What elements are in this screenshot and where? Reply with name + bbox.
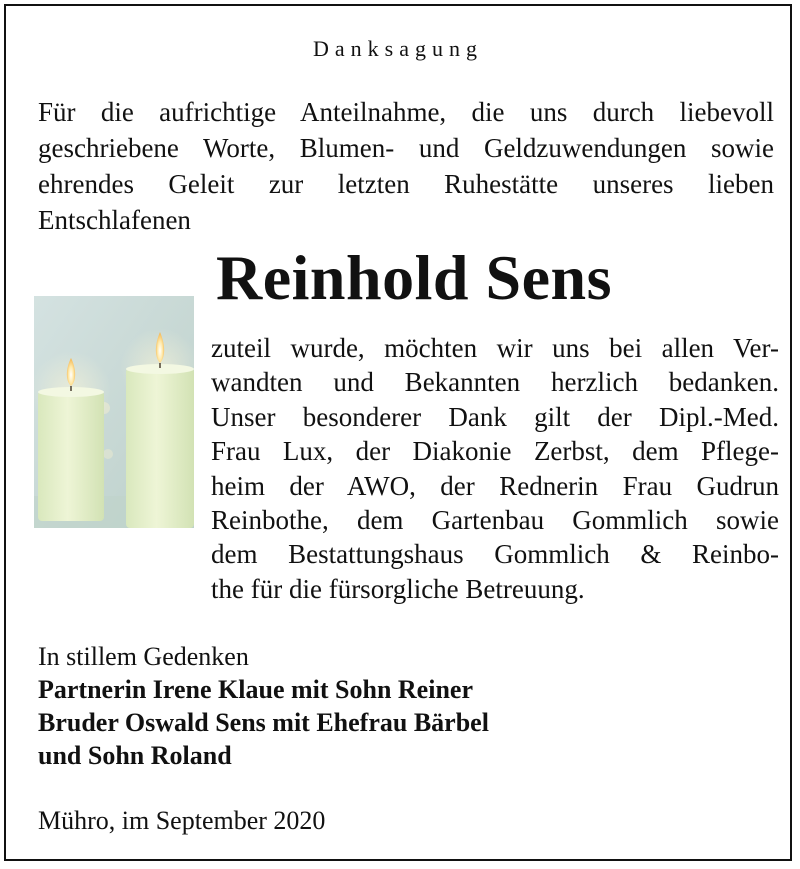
mourner-line: Bruder Oswald Sens mit Ehefrau Bärbel xyxy=(38,708,489,737)
text-line: Unser besonderer Dank gilt der Dipl.-Med. xyxy=(211,401,779,432)
text-line: heim der AWO, der Rednerin Frau Gudrun xyxy=(211,470,779,501)
text-line: wandten und Bekannten herzlich bedanken. xyxy=(211,367,779,398)
text-line: Frau Lux, der Diakonie Zerbst, dem Pflege- xyxy=(211,436,779,467)
text-line: Reinbothe, dem Gartenbau Gommlich sowie xyxy=(211,505,779,536)
obituary-notice xyxy=(4,4,792,861)
heading: Danksagung xyxy=(313,36,483,61)
text-line: geschriebene Worte, Blumen- und Geldzuwendungen sowie xyxy=(38,133,774,163)
text-line: the für die fürsorgliche Betreuung. xyxy=(211,573,585,604)
text-line: dem Bestattungshaus Gommlich & Reinbo- xyxy=(211,539,779,570)
body-paragraph xyxy=(211,331,779,606)
intro-paragraph xyxy=(38,94,774,238)
mourner-line: und Sohn Roland xyxy=(38,741,232,770)
closing-block xyxy=(38,640,489,772)
text-line: ehrendes Geleit zur letzten Ruhestätte unseres lieben xyxy=(38,169,774,199)
candles-image xyxy=(34,296,194,528)
closing-phrase: In stillem Gedenken xyxy=(38,642,249,671)
place-date: Mühro, im September 2020 xyxy=(38,806,326,835)
text-line: Entschlafenen xyxy=(38,205,191,235)
text-line: zuteil wurde, möchten wir uns bei allen Ver- xyxy=(211,333,779,363)
deceased-name: Reinhold Sens xyxy=(216,242,612,313)
mourner-line: Partnerin Irene Klaue mit Sohn Reiner xyxy=(38,675,473,704)
text-line: Für die aufrichtige Anteilnahme, die uns durch liebevoll xyxy=(38,97,774,127)
